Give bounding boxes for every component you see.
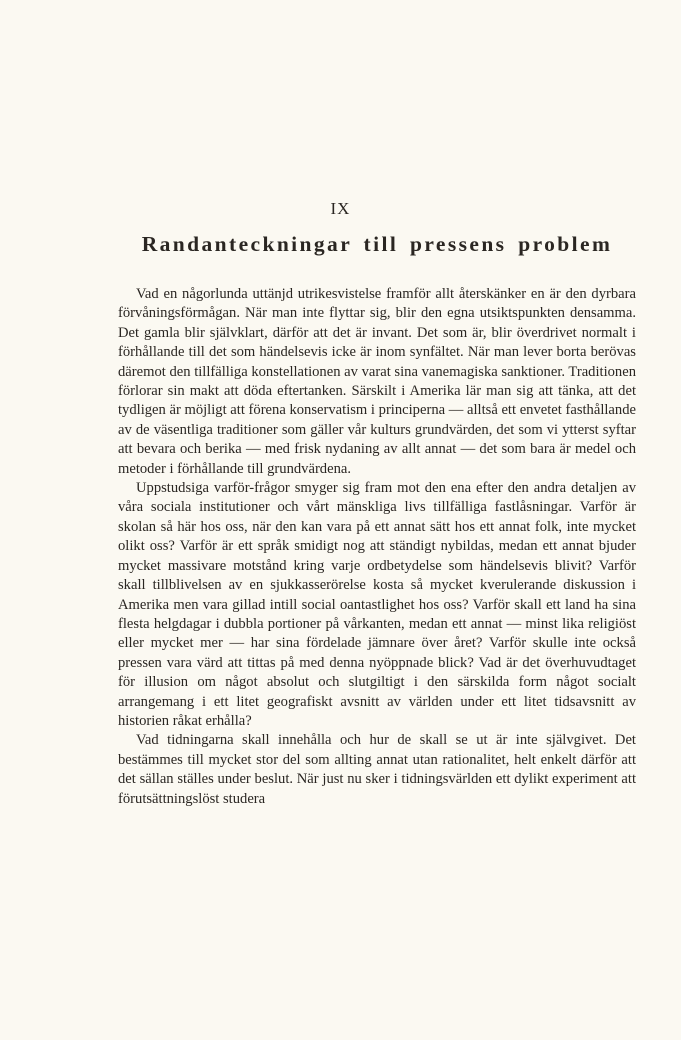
chapter-title: Randanteckningar till pressens problem xyxy=(141,232,613,256)
paragraph: Uppstudsiga varför-frågor smyger sig fram mot den ena efter den andra detaljen av våra sociala institutioner och vårt mänskliga livs tillfälliga fastlåsningar. Varför är skolan så här hos oss, när den kan vara på ett annat sätt hos ett annat folk, inte mycket olikt oss? Varför är ett språk smidigt nog att ständigt nybildas, medan ett annat bjuder mycket massivare motstånd kring varje ordbetydelse som händelsevis blivit? Varför skall tillblivelsen av en sjukkasserörelse kosta så mycket kverulerande diskussion i Amerika men vara gillad intill social oantastlighet hos oss? Varför skall ett land ha sina flesta helgdagar i dubbla portioner på vårkanten, medan ett annat — minst lika religiöst eller mycket mer — har sina fördelade jämnare över året? Varför skulle inte också pressen vara värd att tittas på med denna nyöppnade blick? Vad är det överhuvudtaget för illusion om något absolut och slutgiltigt i den särskilda form något socialt arrangemang i ett litet geografiskt avsnitt av världen under ett litet tidsavsnitt av historien råkat erhålla? xyxy=(118,480,636,729)
body-text xyxy=(118,285,636,809)
chapter-number: IX xyxy=(330,199,351,218)
paragraph: Vad en någorlunda uttänjd utrikesvistelse framför allt återskänker en är den dyrbara förvåningsförmågan. När man inte flyttar sig, blir den egna utsiktspunkten densamma. Det gamla blir självklart, därför att det är invant. Det som är, blir överdrivet normalt i förhållande till det som händelsevis icke är inom synfältet. När man lever borta berövas däremot den tillfälliga konstellationen av varat sina vanemagiska sanktioner. Traditionen förlorar sin makt att döda eftertanken. Särskilt i Amerika lär man sig att tänka, att det tydligen är möjligt att förena konservatism i principerna — alltså ett envetet fasthållande av de väsentliga traditioner som gäller vår kulturs grundvärden, det som vi ytterst syftar att bevara och berika — med frisk nydaning av allt annat — det som bara är medel och metoder i förhållande till grundvärdena. xyxy=(118,286,636,477)
paragraph: Vad tidningarna skall innehålla och hur de skall se ut är inte självgivet. Det bestämmes till mycket stor del som allting annat utan rationalitet, helt enkelt därför att det sällan ställes under beslut. När just nu sker i tidningsvärlden ett dylikt experiment att förutsättningslöst studera xyxy=(118,732,636,807)
